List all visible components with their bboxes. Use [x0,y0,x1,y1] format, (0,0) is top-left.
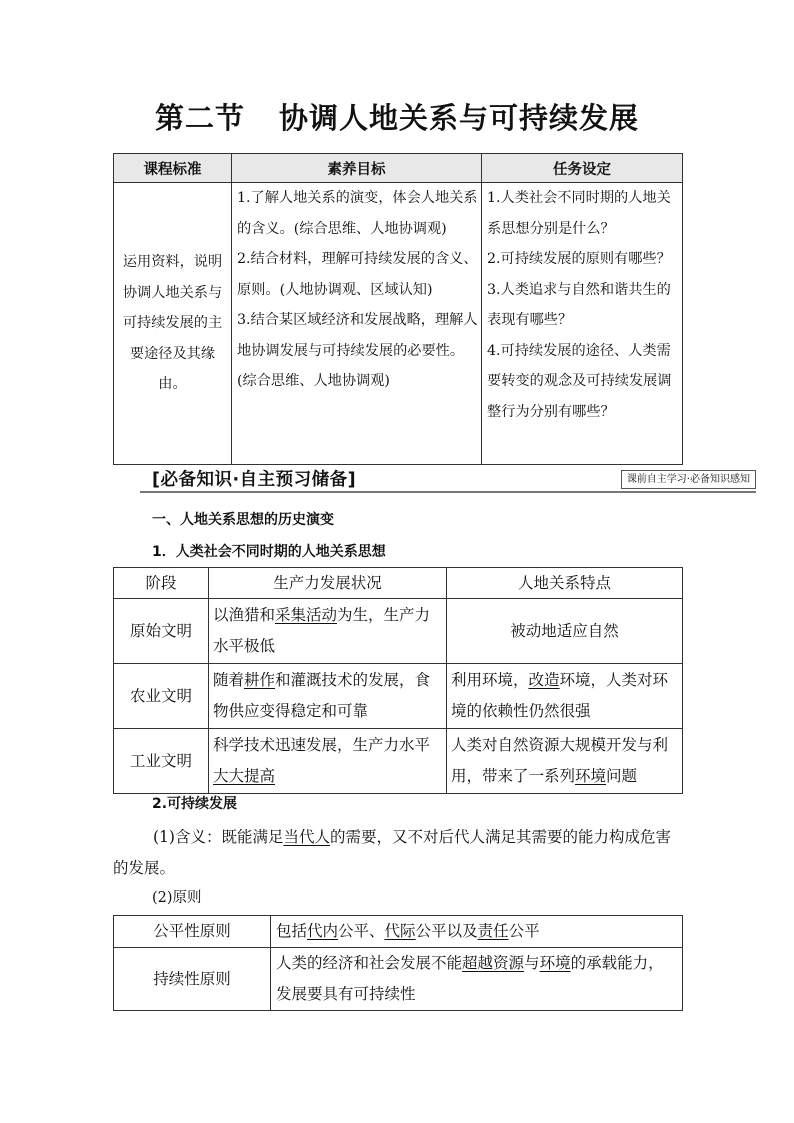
text-run: 环境，人类对环境的依赖性仍然很强 [451,671,669,720]
task-item: 4.可持续发展的途径、人类需要转变的观念及可持续发展调整行为分别有哪些？ [487,342,672,420]
header-stage: 阶段 [114,568,209,599]
tasks-cell [482,183,683,465]
goals-cell [232,183,482,465]
text-run: 为生，生产力水平极低 [213,606,431,655]
text-run: 以渔猎和 [213,606,276,624]
header-productivity: 生产力发展状况 [209,568,447,599]
text-run: 公平以及 [415,922,478,940]
productivity-cell [209,599,447,664]
stage-cell: 农业文明 [114,664,209,729]
goal-item: 1.了解人地关系的演变，体会人地关系的含义。(综合思维、人地协调观) [237,190,478,237]
underlined-answer: 责任 [477,922,509,940]
task-item: 1.人类社会不同时期的人地关系思想分别是什么？ [487,190,671,237]
underlined-answer: 大大提高 [213,767,276,785]
table-header-row [114,568,683,599]
text-run: 与 [524,954,540,972]
text-run: 包括 [276,922,308,940]
principle-desc [271,916,683,948]
text-run: 问题 [606,767,638,785]
definition-paragraph [113,822,682,884]
goal-item: 3.结合某区域经济和发展战略，理解人地协调发展与可持续发展的必要性。(综合思维、人地协调观) [237,312,478,389]
page-title [0,96,794,137]
table-row [114,599,683,664]
underlined-answer: 环境 [539,954,571,972]
productivity-cell [209,664,447,729]
text-run: 利用环境， [451,671,529,689]
text-run: 被动地适应自然 [510,621,619,640]
heading-principles: (2)原则 [152,890,202,906]
banner-label: [必备知识·自主预习储备] [152,470,357,490]
section-title: 协调人地关系与可持续发展 [279,101,640,135]
principle-name: 公平性原则 [114,916,271,948]
text-run: (1)含义：既能满足 [153,828,284,846]
text-run: 公平 [508,922,540,940]
banner-rule [140,491,756,493]
section-number: 第二节 [154,101,245,135]
underlined-answer: 资源 [493,954,525,972]
standard-cell: 运用资料，说明协调人地关系与可持续发展的主要途径及其缘由。 [114,183,232,465]
header-standard: 课程标准 [114,154,232,183]
underlined-answer: 当代人 [283,828,330,846]
stages-table [113,567,683,794]
underlined-answer: 采集活动 [275,606,338,624]
header-tasks: 任务设定 [482,154,683,183]
header-features: 人地关系特点 [447,568,683,599]
table-header-row [114,154,683,183]
section-banner [140,466,756,494]
underlined-answer: 耕作 [244,671,276,689]
task-item: 3.人类追求与自然和谐共生的表现有哪些？ [487,281,671,328]
table-row [114,729,683,794]
principle-name: 持续性原则 [114,948,271,1011]
text-run: 的承载能力，发展要具有可持续性 [276,954,664,1003]
text-run: 的需要，又不对后代人满足其需要的能力构成危害的发展。 [113,828,671,877]
text-run: 公平、 [338,922,385,940]
underlined-answer: 改造 [528,671,560,689]
feature-cell [447,664,683,729]
underlined-answer: 超越 [462,954,494,972]
underlined-answer: 环境 [575,767,607,785]
underlined-answer: 代内 [307,922,339,940]
banner-tag: 课前自主学习·必备知识感知 [621,470,756,489]
table-row [114,916,683,948]
table-row [114,948,683,1011]
stage-cell: 工业文明 [114,729,209,794]
feature-cell [447,729,683,794]
heading-history: 一、人地关系思想的历史演变 [152,512,334,528]
feature-cell [447,599,683,664]
stage-cell: 原始文明 [114,599,209,664]
principles-table [113,915,683,1011]
principle-desc [271,948,683,1011]
text-run: 和灌溉技术的发展，食物供应变得稳定和可靠 [213,671,431,720]
heading-periods: 1．人类社会不同时期的人地关系思想 [152,544,386,560]
text-run: 人类的经济和社会发展不能 [276,954,463,972]
goal-item: 2.结合材料，理解可持续发展的含义、原则。(人地协调观、区域认知) [237,251,478,298]
underlined-answer: 代际 [384,922,416,940]
text-run: 人类对自然资源大规模开发与利用，带来了一系列 [451,736,669,785]
table-row [114,183,683,465]
text-run: 随着 [213,671,245,689]
curriculum-standards-table [113,153,683,465]
heading-sustainable: 2.可持续发展 [152,796,238,812]
table-row [114,664,683,729]
task-item: 2.可持续发展的原则有哪些？ [487,251,671,267]
text-run: 科学技术迅速发展，生产力水平 [213,736,431,754]
header-goals: 素养目标 [232,154,482,183]
productivity-cell [209,729,447,794]
